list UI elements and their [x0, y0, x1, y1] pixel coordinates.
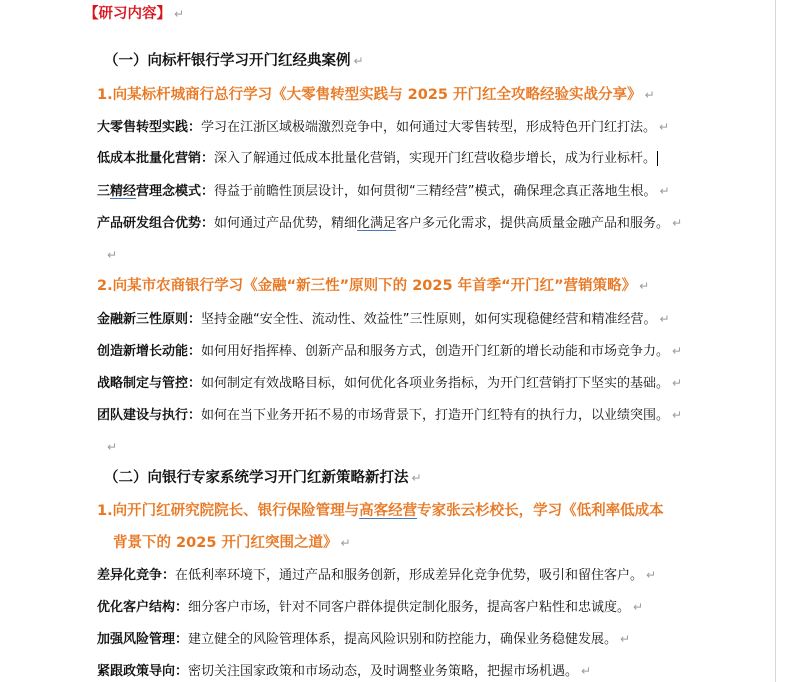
case-1-item [97, 118, 669, 137]
paragraph-mark-icon: ↵ [659, 184, 670, 198]
expert-case-title-line1: 1.向开门红研究院院长、银行保险管理与高客经营专家张云杉校长，学习《低利率低成本 [97, 503, 664, 519]
case-2-title: 2.向某市农商银行学习《金融“新三性”原则下的 2025 年首季“开门红”营销策略》 ↵ [97, 278, 650, 294]
item-label: 低成本批量化营销： [97, 151, 215, 166]
paragraph-mark-icon: ↵ [340, 536, 351, 550]
item-label: 三精经营理念模式： [97, 184, 215, 199]
item-text: 密切关注国家政策和市场动态，及时调整业务策略，把握市场机遇。 [188, 664, 579, 679]
item-text: 建立健全的风险管理体系，提高风险识别和防控能力，确保业务稳健发展。 [188, 632, 618, 647]
item-label: 金融新三性原则： [97, 312, 202, 327]
item-label: 团队建设与执行： [97, 408, 202, 423]
paragraph-mark-icon: ↵ [672, 408, 683, 422]
paragraph-mark-icon: ↵ [174, 7, 185, 21]
case-2-item [97, 342, 682, 361]
case-1-item [97, 214, 682, 233]
case-1-item [97, 182, 670, 201]
item-label: 创造新增长动能： [97, 344, 202, 359]
paragraph-mark-icon: ↵ [672, 216, 683, 230]
paragraph-mark-icon: ↵ [639, 279, 650, 293]
paragraph-mark-icon: ↵ [107, 248, 118, 262]
case-1-item [97, 150, 658, 168]
case-1-title: 1.向某标杆城商行总行学习《大零售转型实践与 2025 开门红全攻略经验实战分享》 ↵ [97, 87, 655, 103]
paragraph-mark-icon: ↵ [659, 312, 670, 326]
expert-case-item [97, 630, 630, 649]
expert-case-title-line2: 背景下的 2025 开门红突围之道》 ↵ [113, 535, 351, 551]
heading-research-content: 【研习内容】 ↵ [84, 6, 185, 22]
item-label: 加强风险管理： [97, 632, 189, 647]
paragraph-mark-icon: ↵ [672, 376, 683, 390]
item-text: 在低利率环境下，通过产品和服务创新，形成差异化竞争优势，吸引和留住客户。 [175, 568, 644, 583]
item-label: 优化客户结构： [97, 600, 189, 615]
expert-case-item [97, 662, 591, 681]
paragraph-mark-icon: ↵ [644, 88, 655, 102]
item-text: 如何通过产品优势，精细化满足客户多元化需求，提供高质量金融产品和服务。 [214, 216, 670, 231]
item-text: 学习在江浙区域极端激烈竞争中，如何通过大零售转型，形成特色开门红打法。 [201, 120, 657, 135]
paragraph-mark-icon: ↵ [659, 120, 670, 134]
paragraph-mark-icon: ↵ [353, 54, 364, 68]
item-text: 如何在当下业务开拓不易的市场背景下，打造开门红特有的执行力，以业绩突围。 [201, 408, 670, 423]
page-margin-line [775, 0, 776, 682]
case-2-item [97, 374, 682, 393]
item-text: 如何用好指挥棒、创新产品和服务方式，创造开门红新的增长动能和市场竞争力。 [201, 344, 670, 359]
section-2-title: （二）向银行专家系统学习开门红新策略新打法 ↵ [104, 470, 422, 486]
item-text: 深入了解通过低成本批量化营销，实现开门红营收稳步增长，成为行业标杆。 [214, 151, 657, 166]
case-2-item [97, 310, 670, 329]
item-label: 产品研发组合优势： [97, 216, 215, 231]
section-1-title: （一）向标杆银行学习开门红经典案例 ↵ [104, 53, 364, 69]
paragraph-mark-icon: ↵ [633, 600, 644, 614]
paragraph-mark-icon: ↵ [646, 568, 657, 582]
expert-case-item [97, 598, 643, 617]
text-cursor [657, 151, 658, 166]
item-text: 得益于前瞻性顶层设计，如何贯彻“三精经营”模式，确保理念真正落地生根。 [214, 184, 657, 199]
item-label: 紧跟政策导向： [97, 664, 189, 679]
expert-case-item [97, 566, 656, 585]
case-2-item [97, 406, 682, 425]
item-label: 差异化竞争： [97, 568, 176, 583]
empty-paragraph [104, 246, 117, 265]
item-label: 战略制定与管控： [97, 376, 202, 391]
item-text: 坚持金融“安全性、流动性、效益性”三性原则，如何实现稳健经营和精准经营。 [201, 312, 657, 327]
paragraph-mark-icon: ↵ [620, 632, 631, 646]
paragraph-mark-icon: ↵ [672, 344, 683, 358]
item-label: 大零售转型实践： [97, 120, 202, 135]
item-text: 如何制定有效战略目标，如何优化各项业务指标，为开门红营销打下坚实的基础。 [201, 376, 670, 391]
item-text: 细分客户市场，针对不同客户群体提供定制化服务，提高客户粘性和忠诚度。 [188, 600, 631, 615]
paragraph-mark-icon: ↵ [411, 471, 422, 485]
paragraph-mark-icon: ↵ [107, 440, 118, 454]
paragraph-mark-icon: ↵ [581, 664, 592, 678]
empty-paragraph [104, 438, 117, 457]
